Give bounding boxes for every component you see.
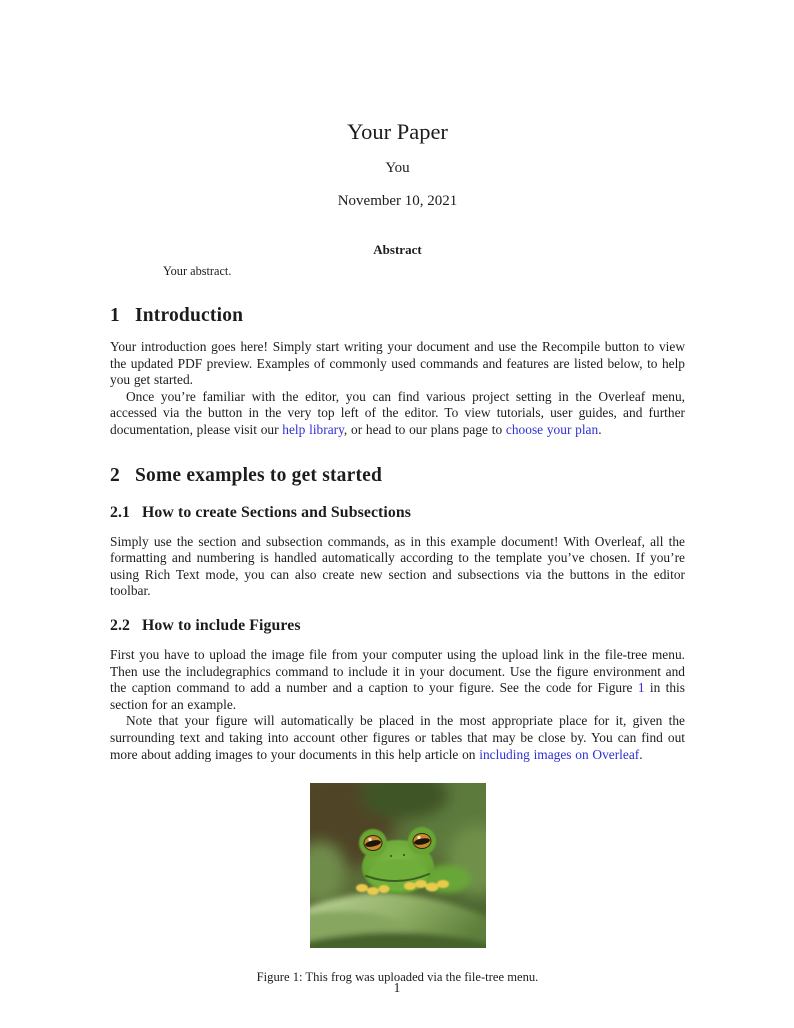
- subsection-2-2-number: 2.2: [110, 616, 131, 634]
- figures-p1-text-2: in this section for an example.: [110, 680, 685, 712]
- figures-p2-text-2: .: [639, 746, 643, 762]
- intro-paragraph-2: [110, 389, 685, 439]
- abstract-text: Your abstract.: [163, 264, 232, 278]
- intro-p2-text-3: .: [598, 421, 602, 437]
- subsection-2-1-number: 2.1: [110, 503, 131, 521]
- paper-author: You: [385, 160, 410, 176]
- subsection-2-2-title: How to include Figures: [142, 616, 301, 634]
- section-2-heading: [110, 464, 685, 487]
- section-1-number: 1: [110, 305, 120, 326]
- figures-p1-text-1: First you have to upload the image file from your computer using the upload link in the file-tree menu. Then use the includegraphics command to include it in your document. Use the figure environment and the caption command to add a number and a caption to your figure. See the code for Figure: [110, 646, 685, 696]
- help-library-link[interactable]: help library: [282, 421, 344, 437]
- subsection-2-1-paragraph: Simply use the section and subsection commands, as in this example document! With Overleaf, all the formatting and numbering is handled automatically according to the template you’ve chosen. If you’re using Rich Text mode, you can also create new section and subsections via the buttons in the editor toolbar.: [110, 533, 685, 599]
- figures-paragraph-2: [110, 713, 685, 763]
- subsection-2-2-heading: [110, 616, 685, 635]
- page-number: 1: [393, 980, 401, 995]
- paper-date: November 10, 2021: [337, 193, 458, 209]
- subsection-2-1-heading: [110, 503, 685, 522]
- section-1-title: Introduction: [134, 305, 244, 326]
- figures-paragraph-1: [110, 647, 685, 713]
- section-1-heading: [110, 304, 685, 327]
- frog-photo: [310, 783, 486, 948]
- intro-p2-text-1: Once you’re familiar with the editor, you can find various project setting in the Overleaf menu, accessed via the button in the very top left of the editor. To view tutorials, user guides, and further documentation, please visit our: [110, 388, 685, 437]
- including-images-link[interactable]: including images on Overleaf: [479, 746, 640, 762]
- figure-1: [110, 783, 685, 948]
- abstract-heading: Abstract: [373, 242, 422, 257]
- section-2-number: 2: [110, 464, 120, 486]
- figures-p2-text-1: Note that your figure will automatically be placed in the most appropriate place for it, given the surrounding text and taking into account other figures or tables that may be close by. You can find out more about adding images to your documents in this help article on: [110, 713, 685, 762]
- figure-1-reference-link[interactable]: 1: [637, 680, 645, 696]
- intro-p2-text-2: , or head to our plans page to: [343, 421, 506, 437]
- intro-paragraph-1: Your introduction goes here! Simply start writing your document and use the Recompile button to view the updated PDF preview. Examples of commonly used commands and features are listed below, to help you get started.: [110, 339, 685, 388]
- section-2-title: Some examples to get started: [134, 464, 383, 486]
- paper-title: Your Paper: [347, 119, 448, 144]
- subsection-2-1-title: How to create Sections and Subsections: [142, 503, 412, 521]
- figure-1-caption: Figure 1: This frog was uploaded via the file-tree menu.: [256, 970, 539, 985]
- choose-your-plan-link[interactable]: choose your plan: [505, 421, 599, 437]
